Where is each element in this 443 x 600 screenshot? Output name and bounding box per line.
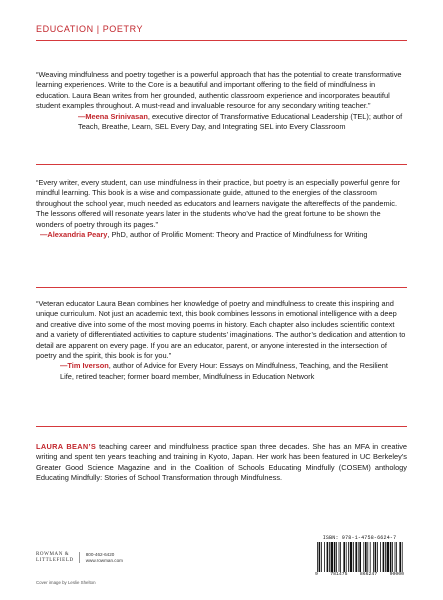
blurb-2-quote: “Every writer, every student, can use mindfulness in their practice, but poetry is an especially powerful genre for mindful learning. This book is a wise and compassionate guide, attuned to the energies of the classroom throughout the school year, much needed as educators and learners navigate the aftereffects of the pandemic. The lessons offered will resonate years later in the students who’ve had the great fortune to be shown the wonders of poetry through its pages.” xyxy=(36,178,400,229)
blurb-2-attribution xyxy=(36,230,407,240)
barcode-digit-group-2: 866247 xyxy=(359,572,378,577)
publisher-block xyxy=(36,552,123,564)
blurb-2-credentials: , PhD, author of Prolific Moment: Theory and Practice of Mindfulness for Writing xyxy=(107,230,368,240)
divider-1 xyxy=(36,164,407,165)
blurb-1-name: Meena Srinivasan xyxy=(85,111,148,121)
author-bio-text: teaching career and mindfulness practice span three decades. She has an MFA in creative writing and spent ten years teaching and training in Kyoto, Japan. Her work has been featured in UC Berkeley’s Greater Good Science Magazine and in the Coalition of Schools Educating Mindfully (COSEM) anthology Educating Mindfully: Stories of School Transformation through Mindfulness. xyxy=(36,442,407,483)
header-rule xyxy=(36,40,407,41)
publisher-logo-line-2: LITTLEFIELD xyxy=(36,557,74,563)
blurb-1-credentials: , executive director of Transformative Educational Leadership (TEL); author of Teach, Breathe, Learn, SEL Every Day, and Integrating SEL into Every Classroom xyxy=(78,111,403,132)
isbn-number: ISBN: 978-1-4758-6624-7 xyxy=(322,535,397,541)
category-education: EDUCATION xyxy=(36,24,94,34)
barcode-digit-group-1: 781475 xyxy=(330,572,348,577)
blurb-1-attribution xyxy=(36,112,407,133)
publisher-logo-line-1: ROWMAN & xyxy=(36,552,70,557)
publisher-site: www.rowman.com xyxy=(85,558,123,563)
divider-3 xyxy=(36,426,407,427)
barcode-digit-left: 9 xyxy=(315,572,318,577)
blurb-2-name: Alexandria Peary xyxy=(47,230,108,240)
category-label xyxy=(36,24,143,34)
divider-2 xyxy=(36,287,407,288)
blurb-3-quote: “Veteran educator Laura Bean combines her knowledge of poetry and mindfulness to create this inspiring and unique curriculum. Not just an academic text, this book combines lessons in emotional intelligence with a deep and creative dive into some of the most moving poems in history. Each chapter also includes scientific context and a variety of differentiated activities to capture students’ imaginations. The author’s dedication and attention to detail are apparent on every page. If you are an educator, parent, or anyone interested in the intersection of poetry and the spirit, this book is for you.” xyxy=(36,299,406,361)
blurb-3 xyxy=(36,299,407,382)
blurb-2-dash: — xyxy=(40,230,48,240)
barcode-digits xyxy=(312,572,407,577)
blurb-3-dash: — xyxy=(60,361,68,371)
isbn-barcode xyxy=(312,535,407,582)
blurb-1 xyxy=(36,70,407,132)
barcode-price-code: 90000 xyxy=(389,572,404,577)
author-bio xyxy=(36,442,407,484)
publisher-phone: 800-462-6420 xyxy=(85,552,115,557)
blurb-2 xyxy=(36,178,407,240)
blurb-3-attribution xyxy=(36,361,407,382)
publisher-contact xyxy=(86,552,123,564)
category-poetry: POETRY xyxy=(102,24,144,34)
barcode-bars-icon xyxy=(315,542,404,572)
cover-image-credit: Cover image by Leslie Shelton xyxy=(36,580,96,585)
blurb-3-name: Tim Iverson xyxy=(67,361,109,371)
blurb-1-quote: “Weaving mindfulness and poetry together is a powerful approach that has the potential to create transformative learning experiences. Write to the Core is a beautiful and important offering to the field of mindfulness in education. Laura Bean writes from her grounded, authentic classroom experience and incorporates beautiful student examples throughout. A must-read and invaluable resource for any secondary writing teacher.” xyxy=(36,70,402,111)
category-separator: | xyxy=(96,24,100,34)
blurb-1-dash: — xyxy=(78,111,86,121)
publisher-logo xyxy=(36,552,80,563)
blurb-3-credentials: , author of Advice for Every Hour: Essays on Mindfulness, Teaching, and the Resilient Life, retired teacher; former board member, Mindfulness in Education Network xyxy=(60,361,388,381)
author-bio-lead: LAURA BEAN’S xyxy=(36,442,97,451)
